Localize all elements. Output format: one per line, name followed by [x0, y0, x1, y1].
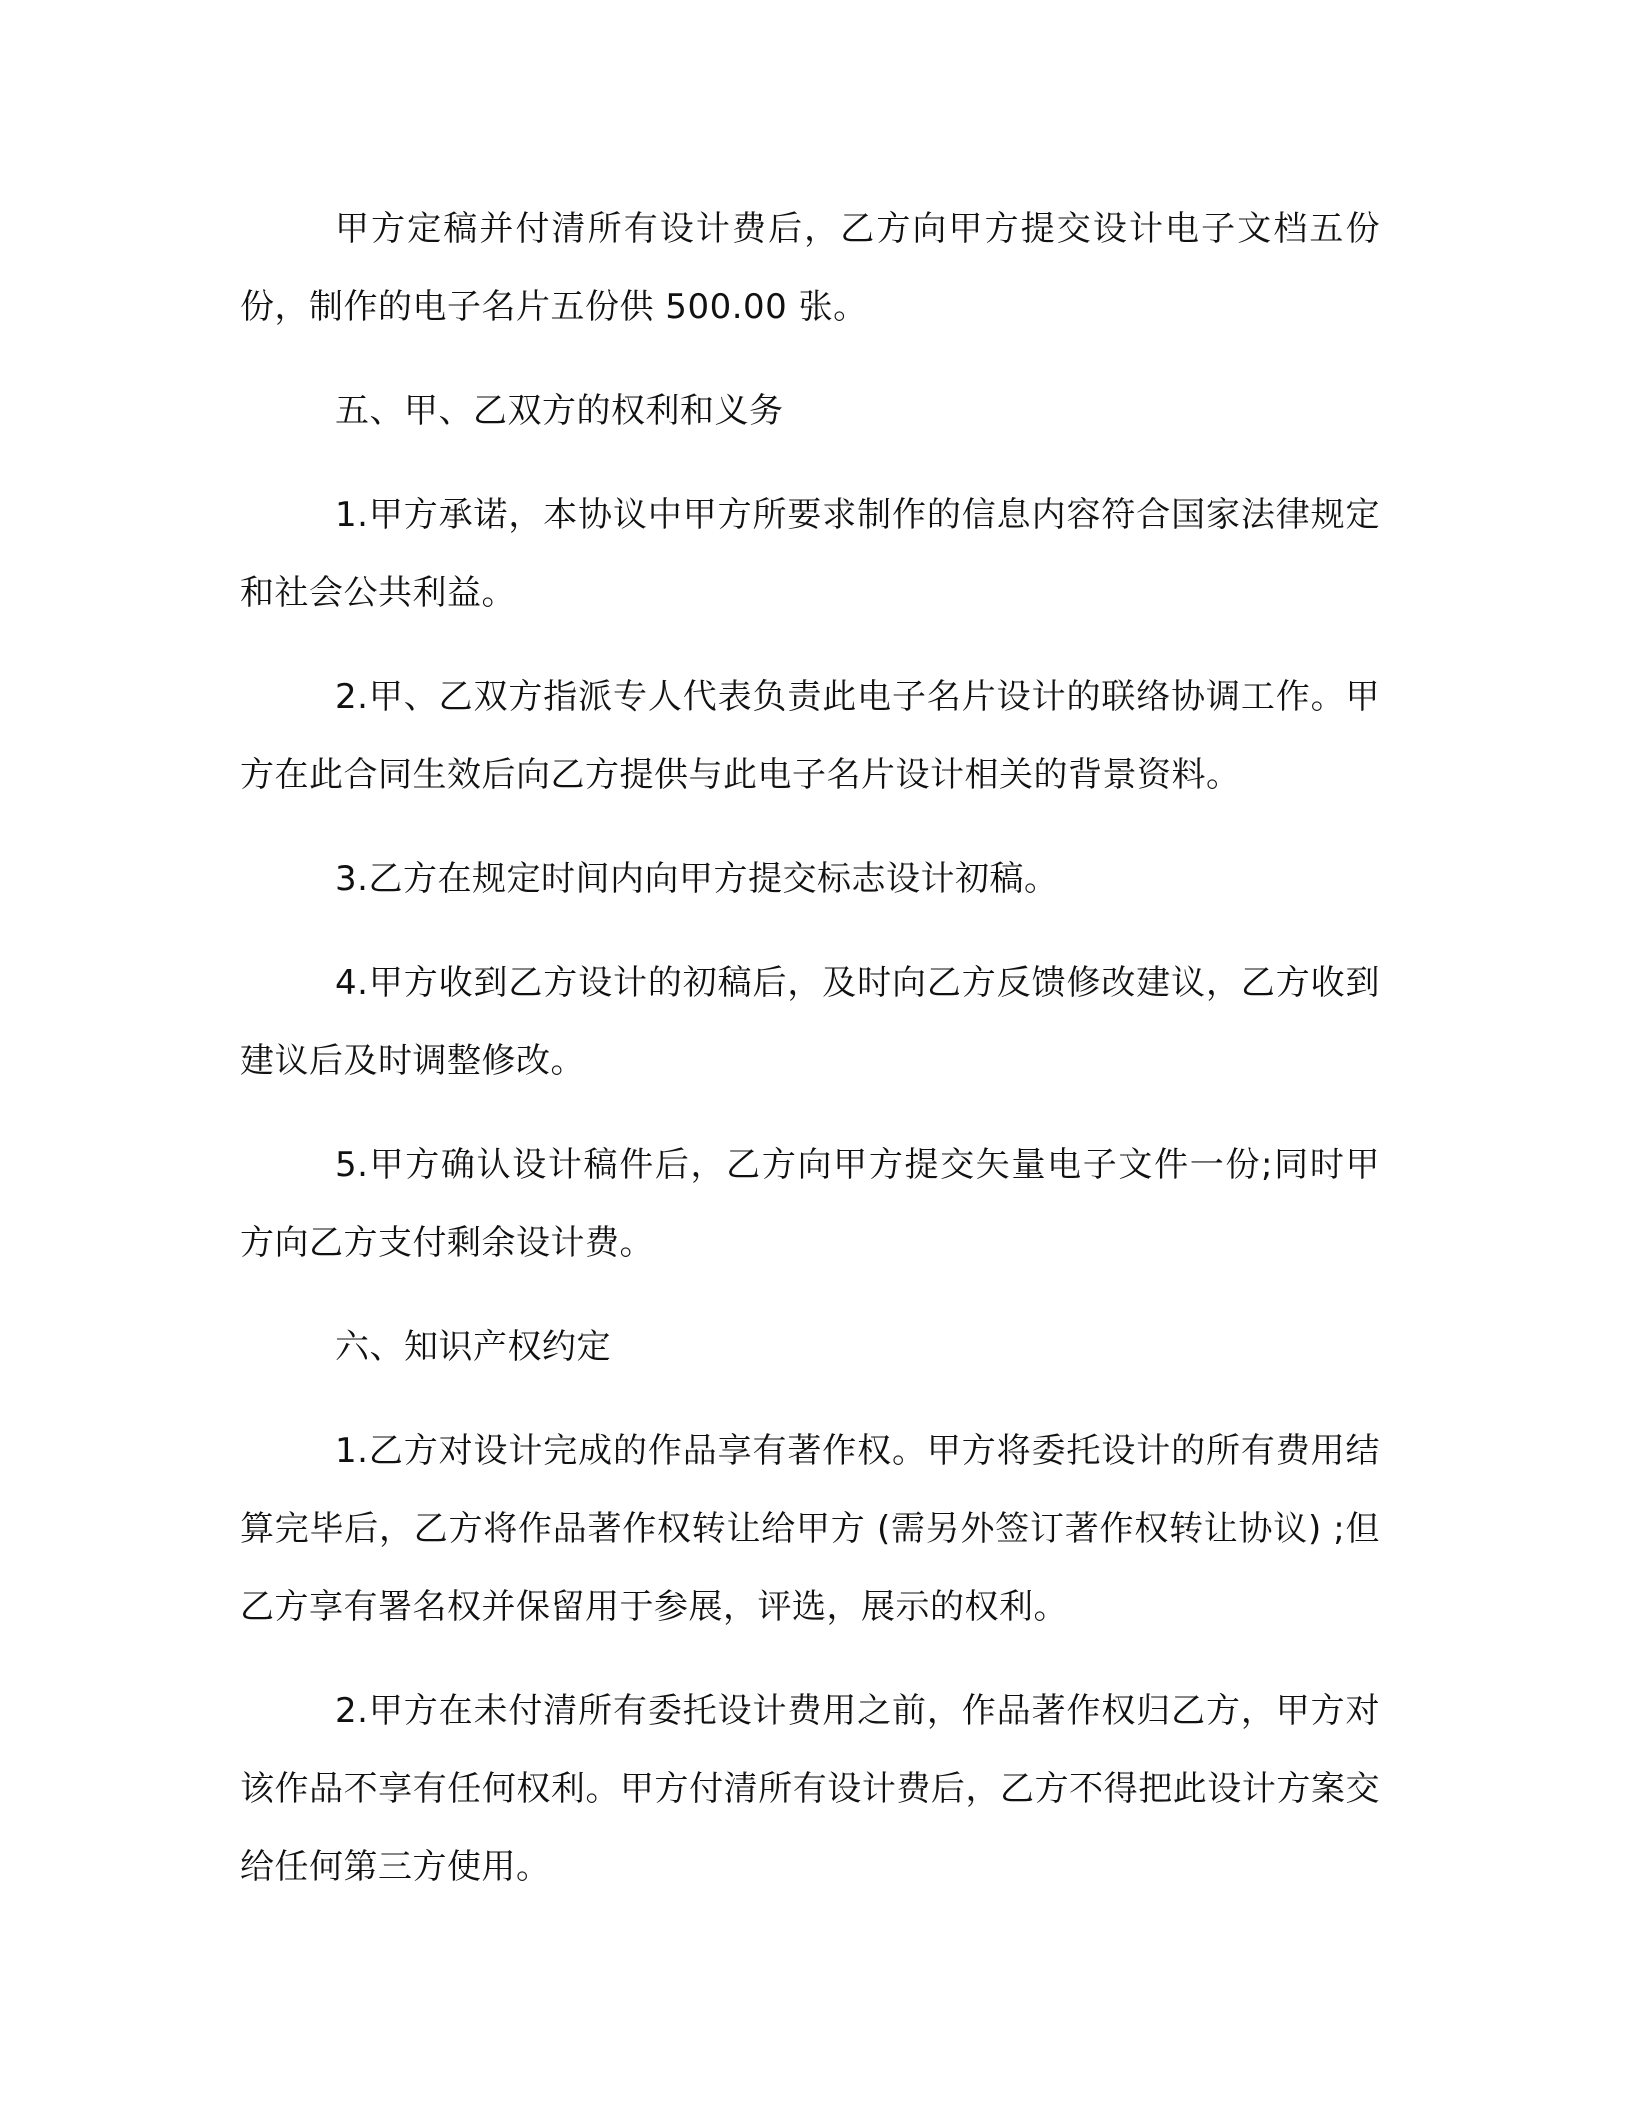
section-heading-intellectual-property: 六、知识产权约定: [335, 1327, 611, 1367]
paragraph-clause-5-4: 4.甲方收到乙方设计的初稿后，及时向乙方反馈修改建议，乙方收到建议后及时调整修改。: [240, 963, 1380, 1081]
paragraph-clause-5-1: 1.甲方承诺，本协议中甲方所要求制作的信息内容符合国家法律规定和社会公共利益。: [240, 495, 1380, 613]
paragraph-clause-6-1: 1.乙方对设计完成的作品享有著作权。甲方将委托设计的所有费用结算完毕后，乙方将作品著作权转让给甲方 (需另外签订著作权转让协议) ;但乙方享有署名权并保留用于参展，评选，展示的权利。: [240, 1431, 1380, 1627]
paragraph-delivery: 甲方定稿并付清所有设计费后，乙方向甲方提交设计电子文档五份份，制作的电子名片五份供 500.00 张。: [240, 209, 1380, 327]
paragraph-clause-5-2: 2.甲、乙双方指派专人代表负责此电子名片设计的联络协调工作。甲方在此合同生效后向乙方提供与此电子名片设计相关的背景资料。: [240, 677, 1380, 795]
paragraph-clause-5-3: 3.乙方在规定时间内向甲方提交标志设计初稿。: [335, 859, 1059, 899]
document-body: [240, 190, 1380, 1932]
paragraph-clause-5-5: 5.甲方确认设计稿件后，乙方向甲方提交矢量电子文件一份;同时甲方向乙方支付剩余设计费。: [240, 1145, 1380, 1263]
paragraph-clause-6-2: 2.甲方在未付清所有委托设计费用之前，作品著作权归乙方，甲方对该作品不享有任何权利。甲方付清所有设计费后，乙方不得把此设计方案交给任何第三方使用。: [240, 1691, 1380, 1887]
section-heading-rights-obligations: 五、甲、乙双方的权利和义务: [335, 391, 784, 431]
